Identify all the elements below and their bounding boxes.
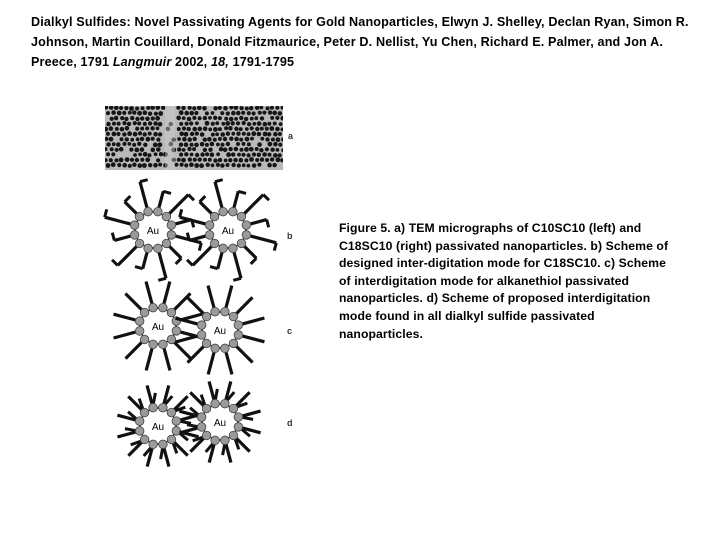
gold-nanoparticle xyxy=(114,282,203,371)
paper-authors: Elwyn J. Shelley, Declan Ryan, Simon R. Johnson, Martin Couillard, Donald Fitzmaurice, Peter D. Nellist, Yu Chen, Richard E. Palmer, and Jon A. Preece, xyxy=(31,15,689,69)
scheme-d xyxy=(108,370,278,470)
au-core-label: Au xyxy=(221,226,235,237)
gold-nanoparticle xyxy=(176,286,265,375)
panel-label-a: a xyxy=(288,131,294,141)
panel-label-d: d xyxy=(287,418,293,428)
au-core-label: Au xyxy=(151,422,165,433)
tem-micrograph xyxy=(105,106,283,170)
au-core-label: Au xyxy=(213,418,227,429)
scheme-c-diagram xyxy=(108,278,278,378)
panel-label-b: b xyxy=(287,231,293,241)
scheme-b-diagram xyxy=(108,180,278,280)
citation-volume: 18, xyxy=(210,55,229,69)
citation xyxy=(31,12,701,72)
au-core-label: Au xyxy=(213,326,227,337)
panel-label-c: c xyxy=(287,326,293,336)
citation-pages: 1791-1795 xyxy=(232,55,295,69)
paper-title: Dialkyl Sulfides: Novel Passivating Agents for Gold Nanoparticles, xyxy=(31,15,438,29)
au-core-label: Au xyxy=(151,322,165,333)
au-core-label: Au xyxy=(146,226,160,237)
scheme-d-diagram xyxy=(108,370,278,470)
gold-nanoparticle xyxy=(105,180,202,281)
figure-caption: Figure 5. a) TEM micrographs of C10SC10 (left) and C18SC10 (right) passivated nanoparticles. b) Scheme of designed inter-digitation mode for C18SC10. c) Scheme of interdigitation mode for alkanethiol passivated nanoparticles. d) Scheme of proposed interdigitation mode found in all dialkyl sulfide passivated nanoparticles. xyxy=(339,221,669,341)
citation-year: 2002, xyxy=(175,55,208,69)
citation-page: 1791 xyxy=(80,55,110,69)
gold-nanoparticle xyxy=(179,381,260,462)
gold-nanoparticle xyxy=(180,180,277,281)
scheme-c xyxy=(108,278,278,378)
scheme-b xyxy=(108,180,278,280)
gold-nanoparticle xyxy=(117,385,198,466)
journal-name: Langmuir xyxy=(112,55,172,69)
tem-micrograph-image xyxy=(105,106,283,170)
